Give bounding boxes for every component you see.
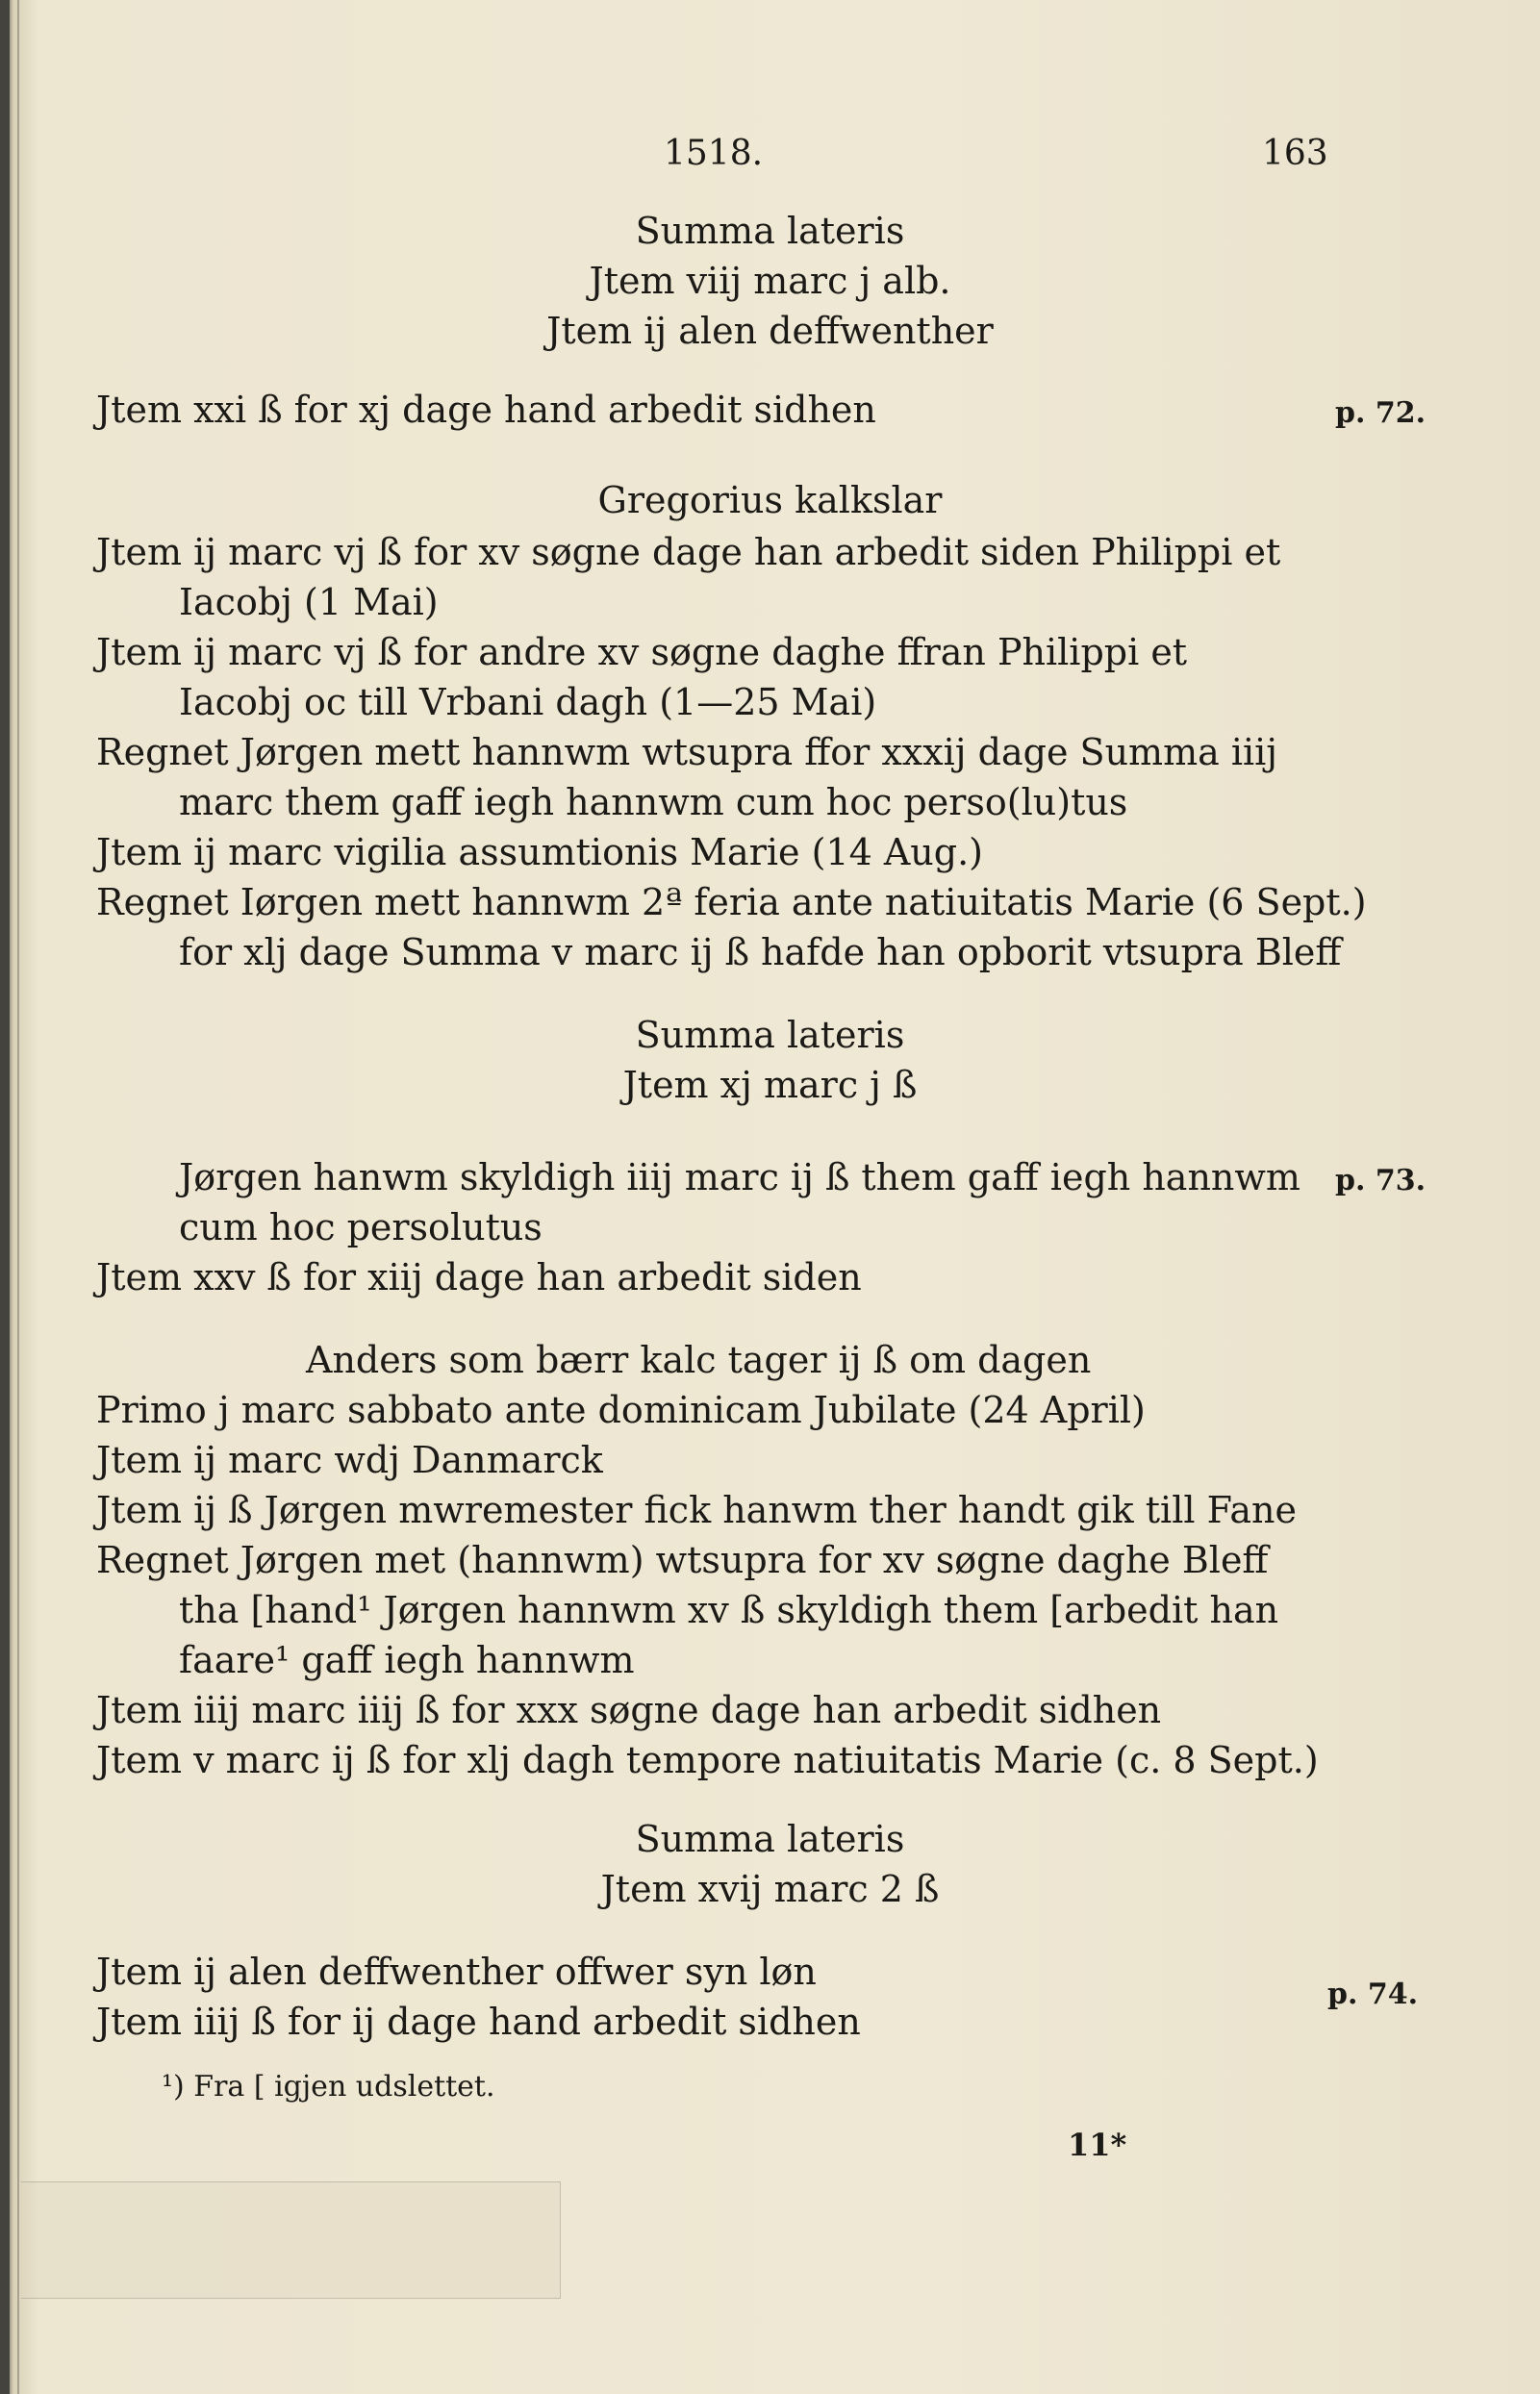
footnote: ¹) Fra [ igjen udslettet. xyxy=(162,2070,495,2104)
text-line: Jørgen hanwm skyldigh iiij marc ij ß them gaff iegh hannwm xyxy=(179,1156,1300,1198)
text-line: Jtem iiij ß for ij dage hand arbedit sidhen xyxy=(96,2001,861,2043)
text-line: cum hoc persolutus xyxy=(179,1206,543,1248)
margin-page-ref: p. 73. xyxy=(1335,1164,1426,1197)
text-line: tha [hand¹ Jørgen hannwm xv ß skyldigh them [arbedit han xyxy=(179,1589,1279,1631)
text-line: Jtem iiij marc iiij ß for xxx søgne dage han arbedit sidhen xyxy=(96,1689,1162,1731)
text-line: marc them gaff iegh hannwm cum hoc perso(lu)tus xyxy=(179,781,1128,823)
text-line: Regnet Jørgen met (hannwm) wtsupra for xv søgne daghe Bleff xyxy=(96,1539,1269,1581)
signature-mark: 11* xyxy=(1068,2127,1127,2163)
text-line: for xlj dage Summa v marc ij ß hafde han opborit vtsupra Bleff xyxy=(179,931,1342,973)
margin-page-ref: p. 74. xyxy=(1327,1978,1419,2011)
text-line: Jtem ij marc vj ß for xv søgne dage han arbedit siden Philippi et xyxy=(96,531,1281,573)
text-line: Jtem xj marc j ß xyxy=(622,1064,918,1106)
text-line: Jtem ij alen deffwenther offwer syn løn xyxy=(96,1951,817,1993)
text-line: Regnet Iørgen mett hannwm 2ª feria ante natiuitatis Marie (6 Sept.) xyxy=(96,881,1367,923)
text-line: Jtem xxi ß for xj dage hand arbedit sidhen xyxy=(96,389,876,431)
text-line: Iacobj oc till Vrbani dagh (1—25 Mai) xyxy=(179,681,877,723)
text-line: faare¹ gaff iegh hannwm xyxy=(179,1639,635,1681)
text-line: Jtem xvij marc 2 ß xyxy=(600,1868,940,1910)
text-line: Jtem ij marc vigilia assumtionis Marie (14 Aug.) xyxy=(96,831,984,873)
book-binding xyxy=(0,0,10,2394)
text-line: Jtem ij alen deffwenther xyxy=(546,310,994,352)
summa-heading: Summa lateris xyxy=(635,1014,905,1056)
text-line: Jtem xxv ß for xiij dage han arbedit siden xyxy=(96,1256,862,1298)
spine-shadow xyxy=(17,0,19,2394)
text-line: Jtem ij ß Jørgen mwremester fick hanwm ther handt gik till Fane xyxy=(96,1489,1297,1531)
page-number: 163 xyxy=(1262,134,1328,173)
text-line: Regnet Jørgen mett hannwm wtsupra ffor xxxij dage Summa iiij xyxy=(96,731,1278,773)
section-heading: Gregorius kalkslar xyxy=(597,479,943,521)
summa-heading: Summa lateris xyxy=(635,1818,905,1860)
text-line: Iacobj (1 Mai) xyxy=(179,581,439,623)
text-line: Jtem ij marc wdj Danmarck xyxy=(96,1439,603,1481)
section-heading: Anders som bærr kalc tager ij ß om dagen xyxy=(306,1339,1092,1381)
text-line: Jtem v marc ij ß for xlj dagh tempore natiuitatis Marie (c. 8 Sept.) xyxy=(96,1739,1319,1781)
running-header-year: 1518. xyxy=(664,134,764,173)
text-line: Jtem ij marc vj ß for andre xv søgne daghe ffran Philippi et xyxy=(96,631,1188,673)
text-line: Primo j marc sabbato ante dominicam Jubilate (24 April) xyxy=(96,1389,1146,1431)
margin-page-ref: p. 72. xyxy=(1335,396,1426,430)
text-line: Jtem viij marc j alb. xyxy=(589,260,951,302)
summa-heading: Summa lateris xyxy=(635,210,905,252)
page-fold xyxy=(21,2181,561,2299)
